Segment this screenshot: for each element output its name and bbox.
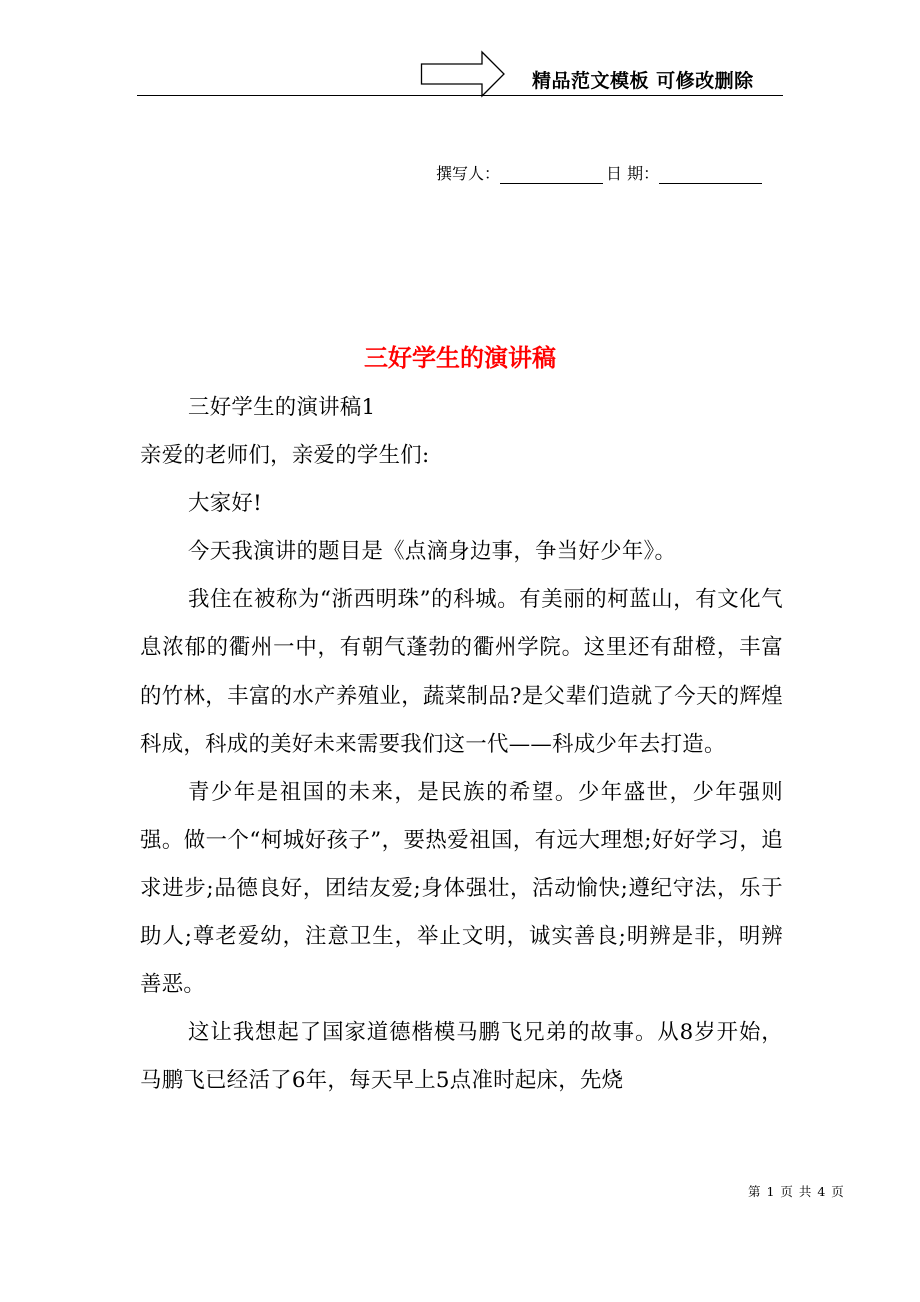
greeting: 大家好!	[188, 491, 262, 517]
header-divider	[137, 95, 783, 96]
author-label: 撰写人：	[436, 164, 501, 183]
paragraph: 青少年是祖国的未来，是民族的希望。少年盛世，少年强则强。做一个“柯城好孩子”，要热爱祖国，有远大理想;好好学习，追求进步;品德良好，团结友爱;身体强壮，活动愉快;遵纪守法，乐于助人;尊老爱幼，注意卫生，举止文明，诚实善良;明辨是非，明辨善恶。	[140, 779, 783, 998]
paragraph: 今天我演讲的题目是《点滴身边事，争当好少年》。	[188, 539, 677, 565]
meta-row	[436, 162, 762, 184]
header-arrow-icon	[420, 50, 506, 98]
paragraph: 这让我想起了国家道德楷模马鹏飞兄弟的故事。从8岁开始，马鹏飞已经活了6年，每天早上5点准时起床，先烧	[140, 1020, 783, 1094]
date-field	[659, 166, 762, 184]
document-title: 三好学生的演讲稿	[364, 343, 556, 372]
page-number: 第 1 页 共 4 页	[748, 1184, 845, 1199]
paragraph: 我住在被称为“浙西明珠”的科城。有美丽的柯蓝山，有文化气息浓郁的衢州一中，有朝气蓬勃的衢州学院。这里还有甜橙，丰富的竹林，丰富的水产养殖业，蔬菜制品?是父辈们造就了今天的辉煌科成，科成的美好未来需要我们这一代——科成少年去打造。	[140, 587, 783, 757]
document-body	[140, 384, 783, 1105]
salutation: 亲爱的老师们，亲爱的学生们:	[140, 443, 430, 469]
author-field	[500, 166, 603, 184]
section-heading: 三好学生的演讲稿1	[188, 395, 376, 420]
header-label: 精品范文模板 可修改删除	[532, 70, 754, 92]
date-label: 日 期：	[606, 164, 660, 183]
